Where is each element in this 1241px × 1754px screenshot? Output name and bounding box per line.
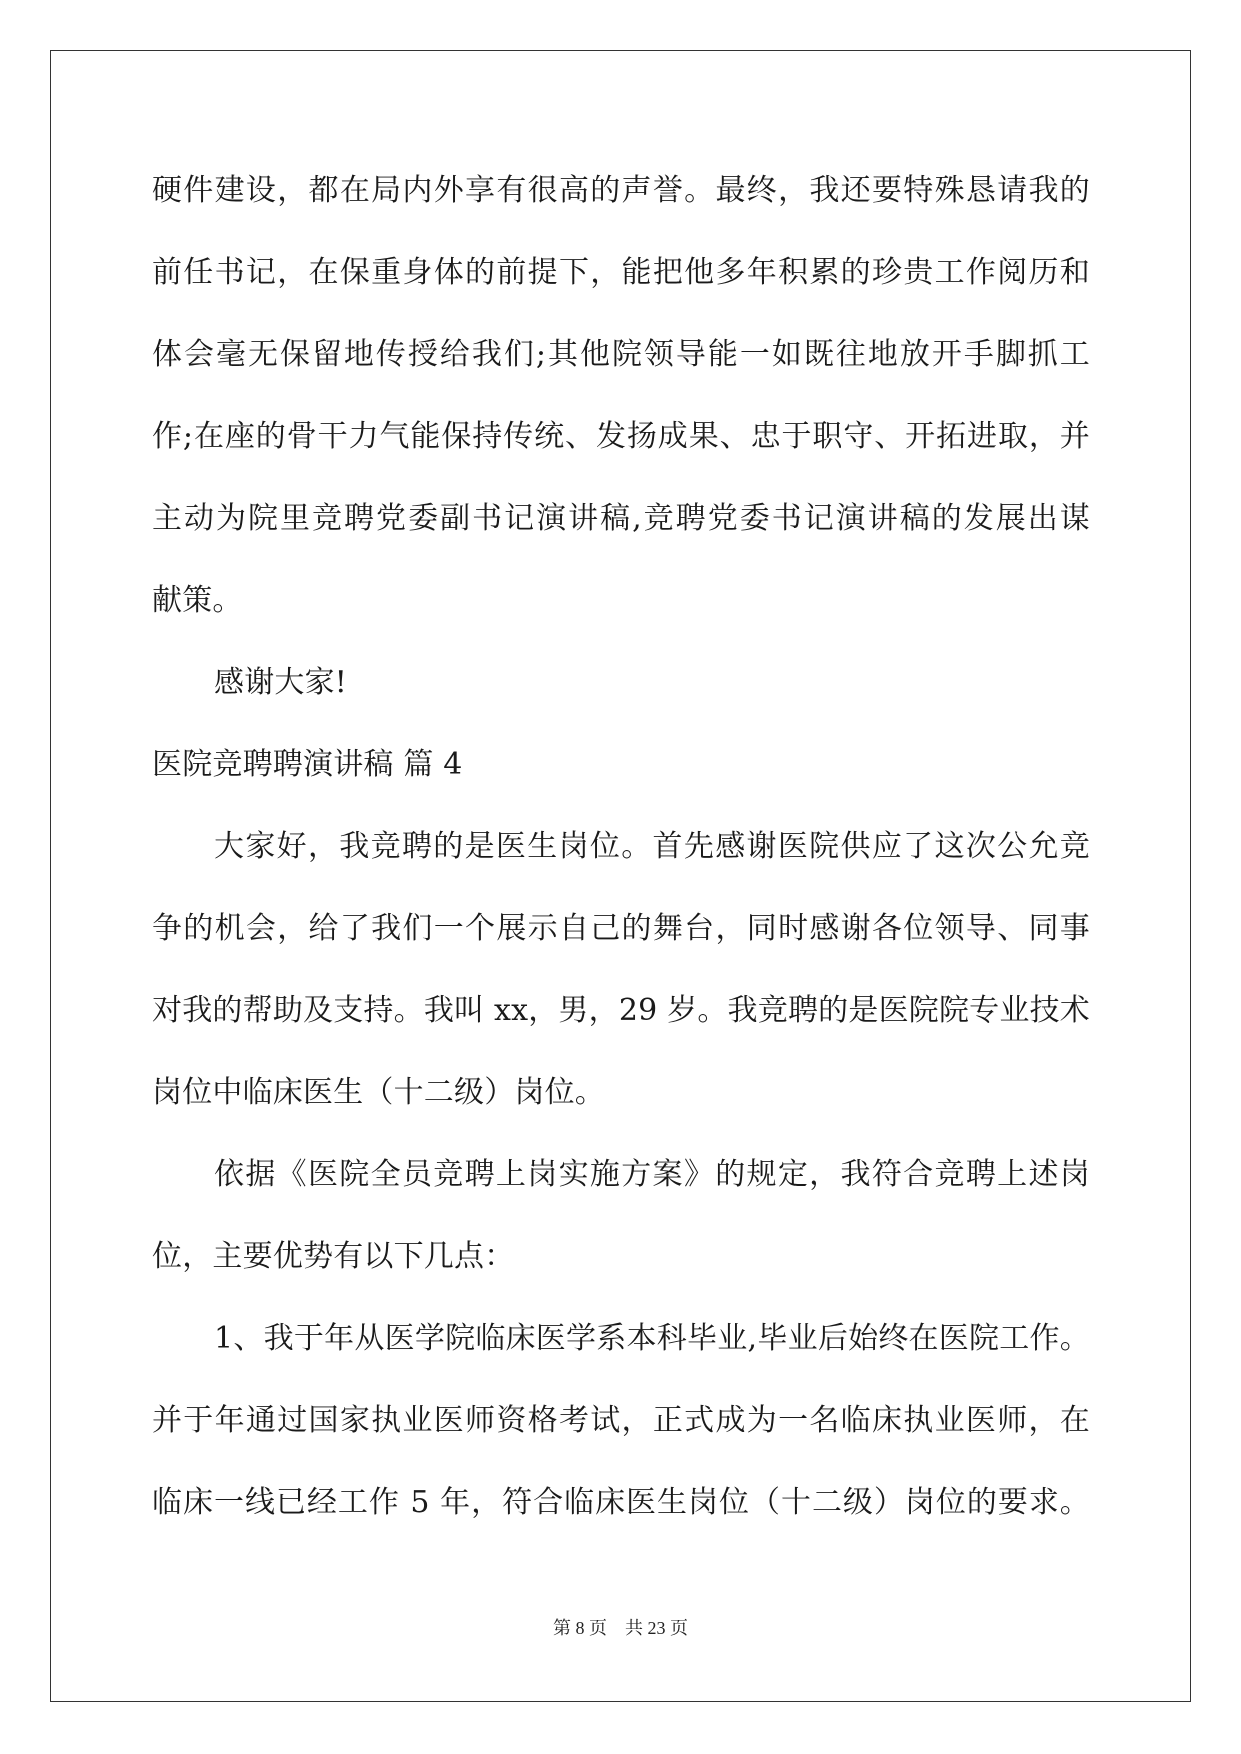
paragraph-line: 作;在座的骨干力气能保持传统、发扬成果、忠于职守、开拓进取，并 <box>152 419 1090 454</box>
paragraph-line: 并于年通过国家执业医师资格考试，正式成为一名临床执业医师，在 <box>152 1403 1090 1438</box>
paragraph-line: 献策。 <box>152 583 243 618</box>
page-number: 第 8 页 <box>553 1618 607 1638</box>
paragraph-line: 岗位中临床医生（十二级）岗位。 <box>152 1075 605 1110</box>
paragraph-line: 大家好，我竞聘的是医生岗位。首先感谢医院供应了这次公允竞 <box>214 829 1090 864</box>
paragraph-line: 依据《医院全员竞聘上岗实施方案》的规定，我符合竞聘上述岗 <box>214 1157 1090 1192</box>
document-body <box>152 158 1090 1552</box>
paragraph-line: 位，主要优势有以下几点： <box>152 1239 515 1274</box>
paragraph-line: 体会毫无保留地传授给我们;其他院领导能一如既往地放开手脚抓工 <box>152 337 1090 372</box>
paragraph-line: 硬件建设，都在局内外享有很高的声誉。最终，我还要特殊恳请我的 <box>152 173 1090 208</box>
paragraph-line: 对我的帮助及支持。我叫 xx，男，29 岁。我竞聘的是医院院专业技术 <box>152 993 1090 1028</box>
page-footer <box>0 1614 1241 1640</box>
paragraph-line: 感谢大家! <box>214 665 348 700</box>
paragraph-line: 1、我于年从医学院临床医学系本科毕业,毕业后始终在医院工作。 <box>214 1321 1090 1356</box>
paragraph-line: 临床一线已经工作 5 年，符合临床医生岗位（十二级）岗位的要求。 <box>152 1485 1090 1520</box>
paragraph-line: 争的机会，给了我们一个展示自己的舞台，同时感谢各位领导、同事 <box>152 911 1090 946</box>
page-total: 共 23 页 <box>625 1618 688 1638</box>
paragraph-line: 前任书记，在保重身体的前提下，能把他多年积累的珍贵工作阅历和 <box>152 255 1090 290</box>
section-heading: 医院竞聘聘演讲稿 篇 4 <box>152 747 463 782</box>
paragraph-line: 主动为院里竞聘党委副书记演讲稿,竞聘党委书记演讲稿的发展出谋 <box>152 501 1090 536</box>
